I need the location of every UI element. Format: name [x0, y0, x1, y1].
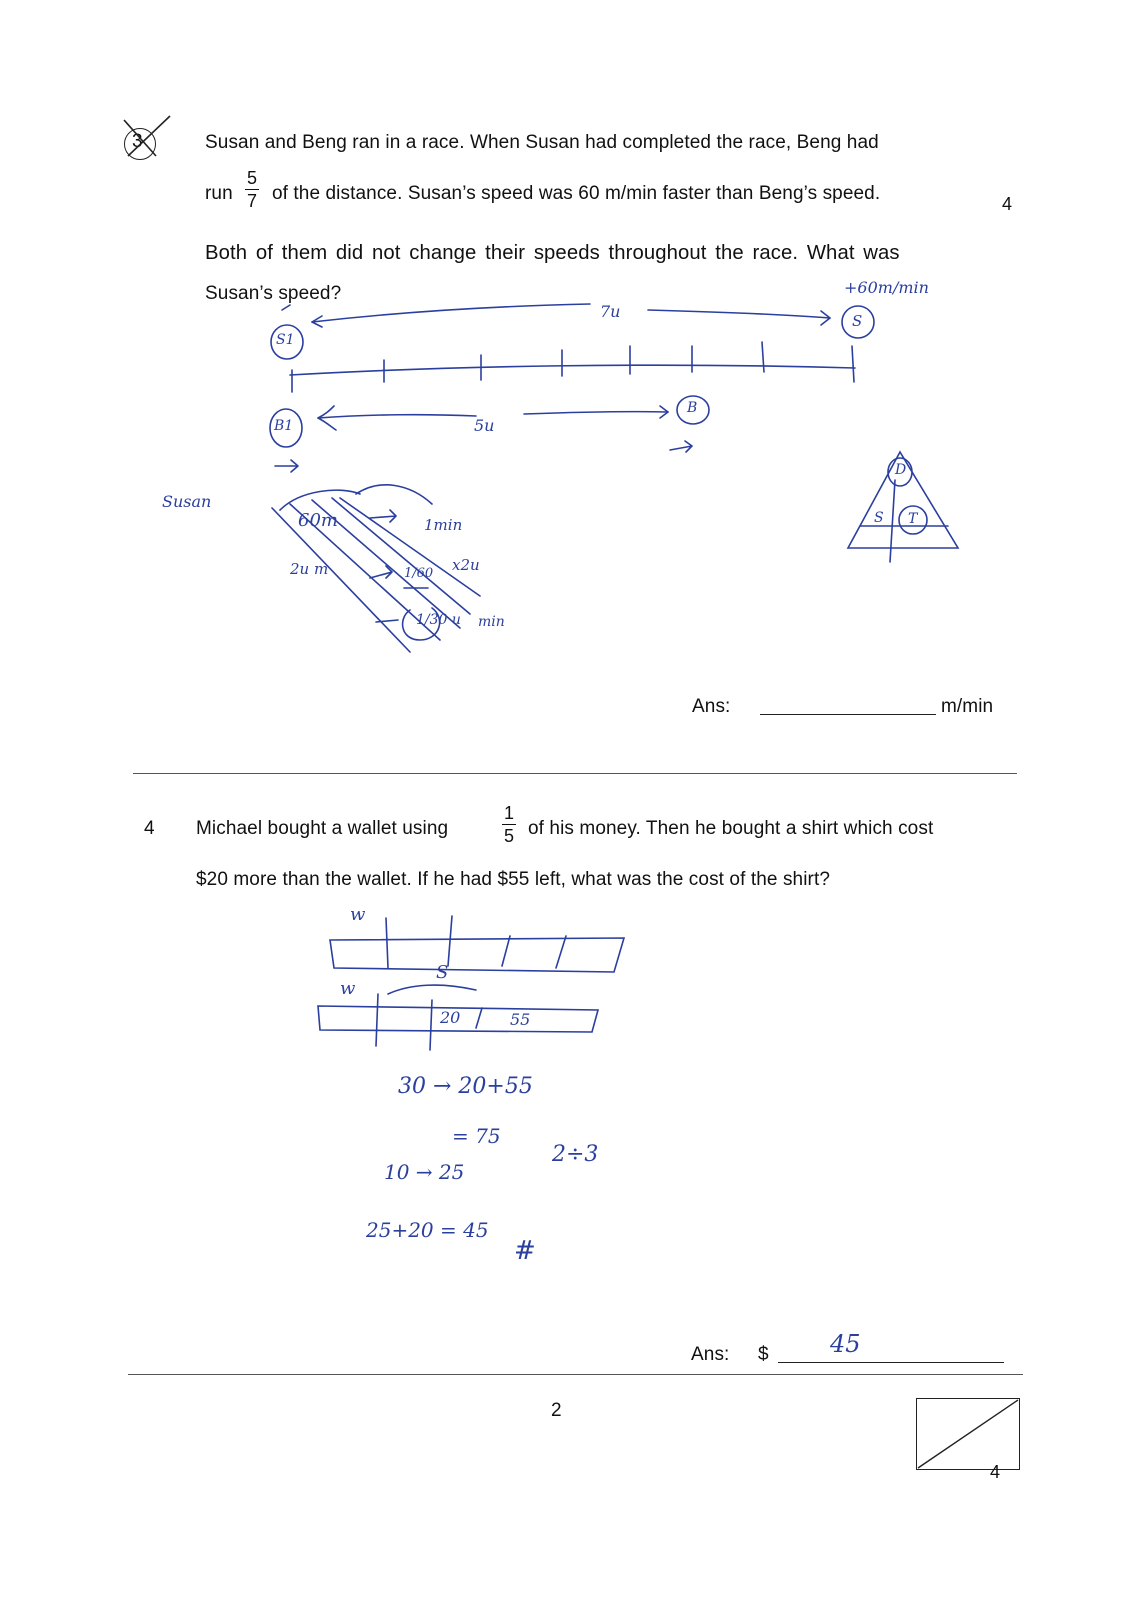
q3-text-line4: Susan’s speed?: [205, 283, 342, 304]
q3-label-b-end: B: [687, 400, 698, 416]
q4-answer-line: [778, 1362, 1004, 1363]
q4-fraction-numerator: 1: [503, 803, 514, 823]
q4-hash: #: [514, 1236, 536, 1266]
q3-answer-unit: m/min: [941, 696, 994, 717]
q4-answer-currency: $: [758, 1344, 769, 1365]
q3-label-s1: S1: [276, 332, 295, 348]
q3-label-b1: B1: [274, 418, 294, 434]
q4-w-top: w: [350, 904, 366, 925]
q4-line2: = 75: [452, 1124, 501, 1148]
q4-text-line2: $20 more than the wallet. If he had $55 left, what was the cost of the shirt?: [196, 869, 831, 890]
q3-marker-number: 3: [132, 131, 143, 152]
q3-text-line2: of the distance. Susan’s speed was 60 m/min faster than Beng’s speed.: [272, 183, 881, 204]
q4-answer-value: 45: [830, 1330, 861, 1358]
q3-note-b: 1min: [424, 516, 463, 534]
q4-number: 4: [144, 818, 155, 839]
q3-triangle-d: D: [895, 462, 907, 478]
q4-text-line1b: of his money. Then he bought a shirt which cost: [528, 818, 934, 839]
q4-answer-label: Ans:: [691, 1344, 730, 1365]
q4-seg-20: 20: [440, 1008, 461, 1027]
q3-label-5u: 5u: [474, 416, 495, 435]
q3-note-c: 2u m: [290, 560, 329, 578]
q3-note-e: x2u: [452, 556, 480, 574]
q4-fraction-denominator: 5: [503, 826, 514, 846]
q4-line4: 25+20 = 45: [366, 1218, 489, 1242]
bottom-divider: [128, 1374, 1023, 1375]
q3-triangle-t: T: [908, 511, 918, 527]
q4-s-label: S: [436, 962, 449, 983]
score-box-slash: [916, 1398, 1020, 1470]
q3-side-note: Susan: [162, 492, 212, 511]
q3-note-f: 1/30 u: [416, 612, 461, 628]
q3-fraction-numerator: 5: [246, 168, 257, 188]
q3-text-line1: Susan and Beng ran in a race. When Susan had completed the race, Beng had: [205, 132, 879, 153]
q4-line1: 30 → 20+55: [398, 1074, 533, 1099]
q4-side: 2÷3: [552, 1142, 599, 1167]
q3-label-7u: 7u: [600, 302, 621, 321]
q4-text-line1a: Michael bought a wallet using: [196, 818, 449, 839]
q3-note-g: min: [478, 614, 505, 630]
q3-marks: 4: [1002, 194, 1013, 214]
page-number: 2: [551, 1400, 562, 1421]
q3-label-s-end: S: [852, 312, 863, 330]
q3-triangle-s: S: [874, 510, 884, 526]
q3-answer-label: Ans:: [692, 696, 731, 717]
q4-w-bottom: w: [340, 978, 356, 999]
q3-fraction-denominator: 7: [246, 191, 257, 211]
score-box-value: 4: [990, 1462, 1001, 1482]
q3-note-speed: +60m/min: [844, 278, 929, 297]
q3-text-line3: Both of them did not change their speeds throughout the race. What was: [205, 242, 900, 264]
q3-note-d: 1/60: [404, 566, 434, 581]
q4-line3: 10 → 25: [384, 1160, 465, 1184]
q3-note-a: 60m: [298, 510, 338, 531]
q4-seg-55: 55: [510, 1010, 531, 1029]
q3-text-run: run: [205, 183, 233, 204]
